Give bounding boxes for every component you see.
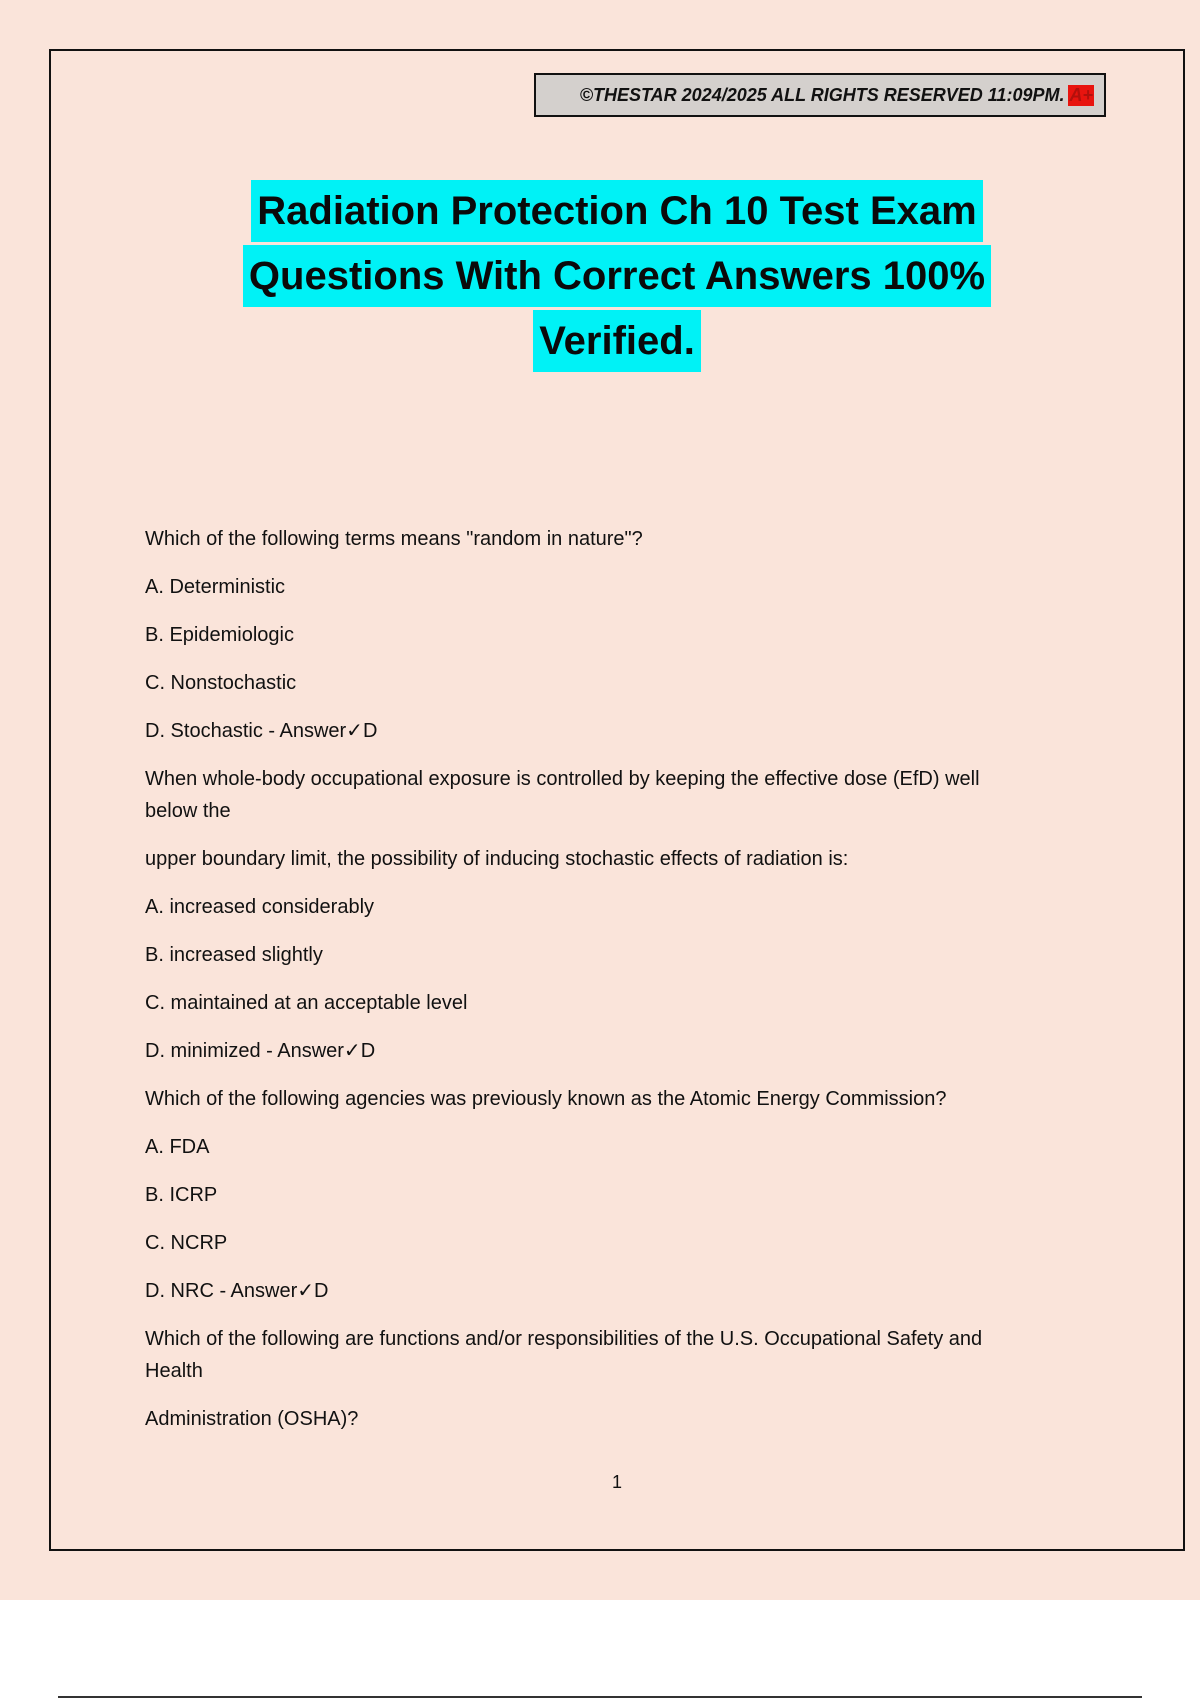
- page-number: 1: [611, 1472, 622, 1492]
- grade-badge: A+: [1069, 84, 1093, 105]
- question-4-text-line-3: Administration (OSHA)?: [145, 1408, 359, 1430]
- question-list: [145, 523, 1095, 1435]
- question-2-option-b: B. increased slightly: [145, 944, 323, 966]
- question-2-text-line-1: When whole-body occupational exposure is controlled by keeping the effective dose (EfD) well: [145, 768, 980, 790]
- question-2-option-c: C. maintained at an acceptable level: [145, 992, 468, 1014]
- question-2-option-d: D. minimized - Answer✓D: [145, 1040, 376, 1062]
- question-1-option-c: C. Nonstochastic: [145, 672, 297, 694]
- question-1-text: Which of the following terms means "random in nature"?: [145, 528, 643, 550]
- question-3-option-c: C. NCRP: [145, 1232, 228, 1254]
- question-3-text: Which of the following agencies was previously known as the Atomic Energy Commission?: [145, 1088, 947, 1110]
- question-4-text-line-1: Which of the following are functions and/or responsibilities of the U.S. Occupational Safety and: [145, 1328, 983, 1350]
- question-2-option-a: A. increased considerably: [145, 896, 375, 918]
- question-3-option-a: A. FDA: [145, 1136, 210, 1158]
- question-2-text-line-2: below the: [145, 800, 231, 822]
- question-1-option-d: D. Stochastic - Answer✓D: [145, 720, 378, 742]
- question-3-option-d: D. NRC - Answer✓D: [145, 1280, 329, 1302]
- question-1-option-b: B. Epidemiologic: [145, 624, 294, 646]
- next-page-divider: [58, 1696, 1142, 1698]
- question-3-option-b: B. ICRP: [145, 1184, 218, 1206]
- copyright-header: [534, 73, 1106, 117]
- title-line-3: Verified.: [533, 310, 701, 372]
- question-4-text-line-2: Health: [145, 1360, 203, 1382]
- copyright-text: ©THESTAR 2024/2025 ALL RIGHTS RESERVED 11:09PM.: [579, 84, 1065, 105]
- title-line-1: Radiation Protection Ch 10 Test Exam: [251, 180, 982, 242]
- question-1-option-a: A. Deterministic: [145, 576, 286, 598]
- title-line-2: Questions With Correct Answers 100%: [243, 245, 991, 307]
- document-title: [150, 180, 1084, 375]
- question-2-text-line-3: upper boundary limit, the possibility of inducing stochastic effects of radiation is:: [145, 848, 849, 870]
